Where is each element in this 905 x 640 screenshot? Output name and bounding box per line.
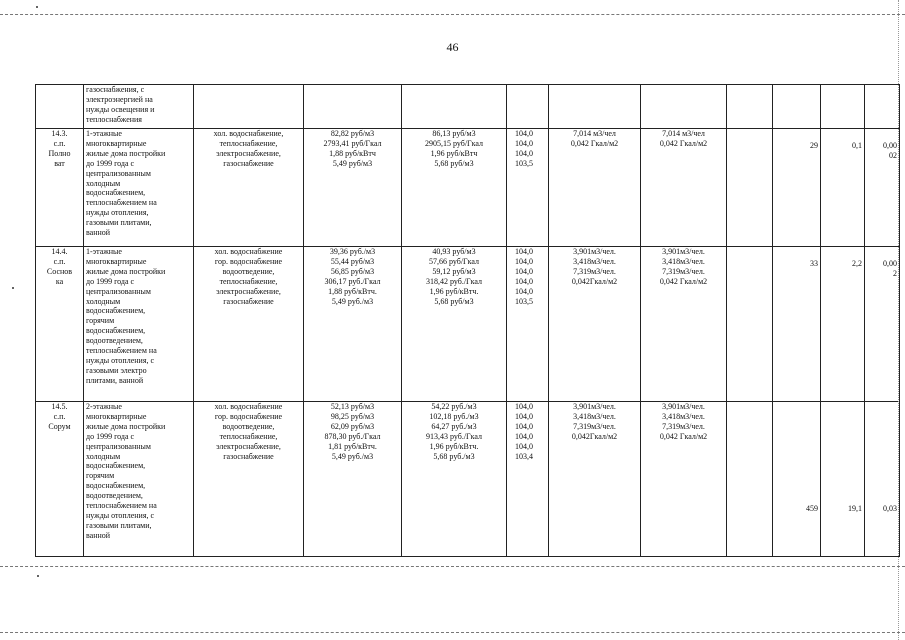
row-description: газоснабжения, с электроэнергией на нужды освещения и теплоснабжения: [84, 85, 194, 129]
row-value-3: 0,00 2: [865, 247, 900, 402]
row-value-1: 29: [773, 129, 821, 247]
row-value-2: 2,2: [821, 247, 865, 402]
row-number: [36, 85, 84, 129]
row-value-2: 19,1: [821, 402, 865, 557]
row-tariff-old: 52,13 руб/м3 98,25 руб/м3 62,09 руб/м3 878,30 руб./Гкал 1,81 руб/кВтч. 5,49 руб./м3: [304, 402, 402, 557]
row-services: хол. водоснабжение гор. водоснабжение водоотведение, теплоснабжение, электроснабжение, газоснабжение: [194, 247, 304, 402]
row-extra: [727, 247, 773, 402]
row-index: [507, 85, 549, 129]
row-description: 1-этажные многоквартирные жилые дома постройки до 1999 года с централизованным холодным водоснабжением, горячим водоснабжением, водоотведением, теплоснабжением на нужды отопления, с газовыми электро плитами, ванной: [84, 247, 194, 402]
page-number: 46: [446, 40, 459, 54]
row-tariff-new: 86,13 руб/м3 2905,15 руб/Гкал 1,96 руб/кВтч 5,68 руб/м3: [402, 129, 507, 247]
row-value-2: [821, 85, 865, 129]
scan-speck: [36, 6, 38, 8]
row-value-2: 0,1: [821, 129, 865, 247]
row-extra: [727, 85, 773, 129]
row-value-3: [865, 85, 900, 129]
row-norm-new: [641, 85, 727, 129]
row-number: 14.3. с.п. Полно ват: [36, 129, 84, 247]
row-number: 14.5. с.п. Сорум: [36, 402, 84, 557]
row-extra: [727, 129, 773, 247]
row-services: хол. водоснабжение гор. водоснабжение водоотведение, теплоснабжение, электроснабжение, газоснабжение: [194, 402, 304, 557]
row-value-3: 0,03: [865, 402, 900, 557]
row-norm-new: 7,014 м3/чел 0,042 Гкал/м2: [641, 129, 727, 247]
row-index: 104,0 104,0 104,0 104,0 104,0 103,4: [507, 402, 549, 557]
row-norm-old: 3,901м3/чел. 3,418м3/чел. 7,319м3/чел. 0,042Гкал/м2: [549, 402, 641, 557]
row-number: 14.4. с.п. Соснов ка: [36, 247, 84, 402]
table-row: [36, 129, 900, 247]
table-row: [36, 85, 900, 129]
table-row: [36, 402, 900, 557]
row-norm-new: 3,901м3/чел. 3,418м3/чел. 7,319м3/чел. 0,042 Гкал/м2: [641, 402, 727, 557]
row-tariff-new: 54,22 руб./м3 102,18 руб./м3 64,27 руб./м3 913,43 руб./Гкал 1,96 руб/кВтч. 5,68 руб./м3: [402, 402, 507, 557]
row-norm-old: [549, 85, 641, 129]
row-value-1: [773, 85, 821, 129]
top-scan-edge: [0, 14, 905, 15]
bottom-scan-edge: [0, 632, 905, 633]
row-tariff-new: 40,93 руб/м3 57,66 руб/Гкал 59,12 руб/м3 318,42 руб./Гкал 1,96 руб/кВтч. 5,68 руб/м3: [402, 247, 507, 402]
row-extra: [727, 402, 773, 557]
row-description: 2-этажные многоквартирные жилые дома постройки до 1999 года с централизованным холодным водоснабжением, горячим водоснабжением, водоотведением, теплоснабжением на нужды отопления, с газовыми плитами, ванной: [84, 402, 194, 557]
bottom-rule: [0, 566, 905, 567]
tariff-table: [35, 84, 900, 557]
row-value-1: 459: [773, 402, 821, 557]
right-scan-edge: [898, 0, 899, 640]
row-value-3: 0,00 02: [865, 129, 900, 247]
row-norm-old: 7,014 м3/чел 0,042 Гкал/м2: [549, 129, 641, 247]
row-tariff-old: 82,82 руб/м3 2793,41 руб/Гкал 1,88 руб/кВтч 5,49 руб/м3: [304, 129, 402, 247]
row-tariff-old: [304, 85, 402, 129]
row-value-1: 33: [773, 247, 821, 402]
row-services: [194, 85, 304, 129]
row-norm-new: 3,901м3/чел. 3,418м3/чел. 7,319м3/чел. 0,042 Гкал/м2: [641, 247, 727, 402]
table-row: [36, 247, 900, 402]
row-tariff-old: 39,36 руб./м3 55,44 руб/м3 56,85 руб/м3 306,17 руб./Гкал 1,88 руб/кВтч. 5,49 руб./м3: [304, 247, 402, 402]
scan-speck: [12, 287, 14, 289]
scan-speck: [37, 575, 39, 577]
row-description: 1-этажные многоквартирные жилые дома постройки до 1999 года с централизованным холодным водоснабжением, теплоснабжением на нужды отопления, газовыми плитами, ванной: [84, 129, 194, 247]
row-index: 104,0 104,0 104,0 104,0 104,0 103,5: [507, 247, 549, 402]
row-tariff-new: [402, 85, 507, 129]
row-norm-old: 3,901м3/чел. 3,418м3/чел. 7,319м3/чел. 0,042Гкал/м2: [549, 247, 641, 402]
row-services: хол. водоснабжение, теплоснабжение, электроснабжение, газоснабжение: [194, 129, 304, 247]
row-index: 104,0 104,0 104,0 103,5: [507, 129, 549, 247]
